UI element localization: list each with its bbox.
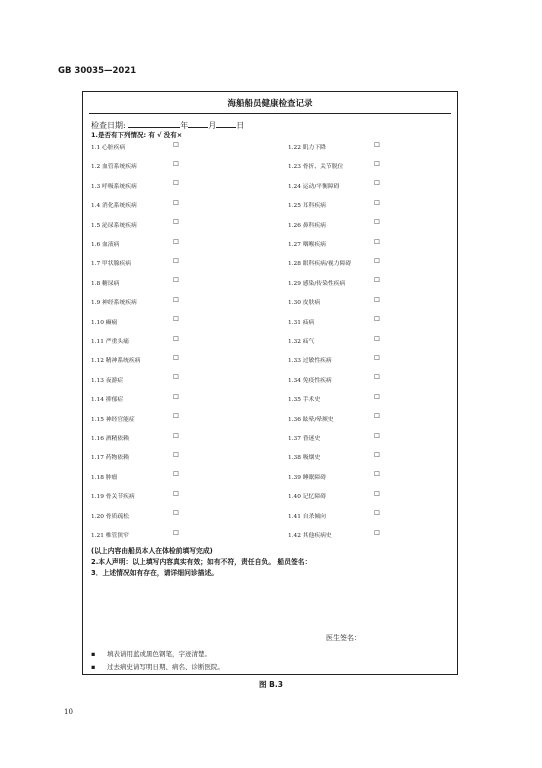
condition-label: 1.10 癫痫 [91,319,118,326]
condition-label: 1.7 甲状腺疾病 [91,261,132,268]
condition-label: 1.29 感染/传染性疾病 [288,280,346,287]
condition-label: 1.16 酒精依赖 [91,436,129,442]
condition-checkbox[interactable]: ☐ [173,179,179,188]
condition-checkbox[interactable]: ☐ [173,353,179,362]
condition-label: 1.4 消化系统疾病 [91,203,137,210]
page-number: 10 [64,708,73,716]
condition-label: 1.18 肿瘤 [91,474,118,481]
condition-checkbox[interactable]: ☐ [173,159,179,168]
condition-label: 1.35 手术史 [288,397,321,404]
condition-checkbox[interactable]: ☐ [173,450,179,459]
condition-label: 1.11 严重头痛 [91,339,129,345]
condition-checkbox[interactable]: ☐ [374,315,380,324]
year-label: 年 [180,121,189,130]
condition-label: 1.37 昏迷史 [288,436,321,442]
condition-checkbox[interactable]: ☐ [374,159,380,168]
condition-label: 1.26 鼻科疾病 [288,222,326,229]
condition-label: 1.38 吸烟史 [288,455,321,462]
condition-checkbox[interactable]: ☐ [173,509,179,518]
doctor-signature-label: 医生签名： [326,634,361,642]
question-1: 1.是否有下列情况: 有 √ 没有× [91,131,183,139]
condition-label: 1.27 咽喉疾病 [288,242,326,248]
condition-checkbox[interactable]: ☐ [374,198,380,207]
condition-label: 1.32 疝气 [288,339,315,345]
exam-date-label: 检查日期: [91,121,126,130]
condition-label: 1.19 骨关节疾病 [91,494,135,501]
condition-checkbox[interactable]: ☐ [173,198,179,207]
month-label: 月 [208,121,217,130]
condition-label: 1.9 神经系统疾病 [91,300,137,307]
condition-label: 1.33 过敏性疾病 [288,358,332,365]
condition-checkbox[interactable]: ☐ [173,256,179,265]
condition-checkbox[interactable]: ☐ [374,276,380,285]
standard-number: GB 30035—2021 [58,66,137,76]
condition-label: 1.14 抑郁症 [91,397,124,404]
note-line: 3．上述情况如有存在，请详细问诊描述。 [91,569,219,577]
condition-checkbox[interactable]: ☐ [374,218,380,227]
condition-checkbox[interactable]: ☐ [173,334,179,343]
condition-checkbox[interactable]: ☐ [173,373,179,382]
condition-checkbox[interactable]: ☐ [374,353,380,362]
condition-label: 1.12 精神系统疾病 [91,358,141,365]
condition-checkbox[interactable]: ☐ [374,489,380,498]
condition-label: 1.20 骨质疏松 [91,513,129,520]
condition-label: 1.23 骨折、关节脱位 [288,164,344,171]
condition-checkbox[interactable]: ☐ [374,470,380,479]
condition-label: 1.17 药物依赖 [91,455,129,462]
condition-label: 1.39 睡眠障碍 [288,474,326,481]
condition-checkbox[interactable]: ☐ [374,140,380,149]
bullet-item [91,662,224,671]
year-field[interactable] [128,119,180,128]
condition-checkbox[interactable]: ☐ [374,295,380,304]
day-field[interactable] [216,119,236,128]
condition-label: 1.2 血管系统疾病 [91,164,137,171]
condition-checkbox[interactable]: ☐ [374,431,380,440]
condition-label: 1.28 眼科疾病/视力障碍 [288,261,352,268]
health-record-form [82,91,458,675]
condition-label: 1.3 呼吸系统疾病 [91,183,137,190]
bullet-item [91,649,211,658]
bullet-icon: ▪ [91,663,96,671]
condition-checkbox[interactable]: ☐ [173,237,179,246]
condition-label: 1.15 神经官能症 [91,416,135,423]
condition-checkbox[interactable]: ☐ [374,256,380,265]
condition-label: 1.6 血液病 [91,242,120,248]
condition-checkbox[interactable]: ☐ [173,470,179,479]
condition-checkbox[interactable]: ☐ [374,528,380,537]
condition-label: 1.24 运动/平衡障碍 [288,183,340,190]
bullet-text: 过去病史请写明日期、病名、诊断医院。 [107,663,224,671]
condition-checkbox[interactable]: ☐ [173,276,179,285]
condition-checkbox[interactable]: ☐ [374,392,380,401]
declaration-notes [91,546,311,579]
condition-label: 1.22 肌力下降 [288,145,326,151]
condition-label: 1.36 眩晕/晕厥史 [288,416,334,423]
condition-label: 1.42 其他疾病史 [288,533,332,539]
condition-label: 1.5 泌尿系统疾病 [91,222,137,229]
condition-label: 1.40 记忆障碍 [288,494,326,501]
condition-label: 1.41 自杀倾向 [288,513,326,520]
day-label: 日 [236,121,245,130]
condition-checkbox[interactable]: ☐ [173,431,179,440]
condition-checkbox[interactable]: ☐ [374,237,380,246]
condition-checkbox[interactable]: ☐ [374,373,380,382]
title-divider [89,113,451,114]
condition-checkbox[interactable]: ☐ [173,489,179,498]
condition-checkbox[interactable]: ☐ [374,412,380,421]
note-line: 2.本人声明：以上填写内容真实有效；如有不符，责任自负。 船员签名： [91,558,312,566]
condition-label: 1.21 椎管狭窄 [91,533,129,539]
condition-label: 1.31 疝病 [288,319,315,326]
month-field[interactable] [188,119,208,128]
form-title: 海船船员健康检查记录 [227,99,313,109]
condition-checkbox[interactable]: ☐ [173,315,179,324]
condition-checkbox[interactable]: ☐ [374,509,380,518]
condition-label: 1.30 皮肤病 [288,300,321,307]
condition-checkbox[interactable]: ☐ [374,334,380,343]
condition-label: 1.1 心脏疾病 [91,145,126,151]
condition-label: 1.25 耳科疾病 [288,203,326,210]
condition-checkbox[interactable]: ☐ [173,295,179,304]
condition-checkbox[interactable]: ☐ [374,179,380,188]
bullet-text: 填表请用蓝或黑色钢笔，字迹清楚。 [107,650,211,658]
condition-checkbox[interactable]: ☐ [173,140,179,149]
bullet-icon: ▪ [91,650,96,658]
note-line: (以上内容由船员本人在体检前填写完成) [91,547,213,555]
figure-caption: 图 B.3 [259,680,283,689]
condition-label: 1.34 免疫性疾病 [288,377,332,384]
condition-checkbox[interactable]: ☐ [173,218,179,227]
condition-checkbox[interactable]: ☐ [173,528,179,537]
condition-checkbox[interactable]: ☐ [374,450,380,459]
condition-checkbox[interactable]: ☐ [173,392,179,401]
condition-label: 1.8 糖尿病 [91,280,120,287]
condition-checkbox[interactable]: ☐ [173,412,179,421]
condition-label: 1.13 夜游症 [91,377,124,384]
